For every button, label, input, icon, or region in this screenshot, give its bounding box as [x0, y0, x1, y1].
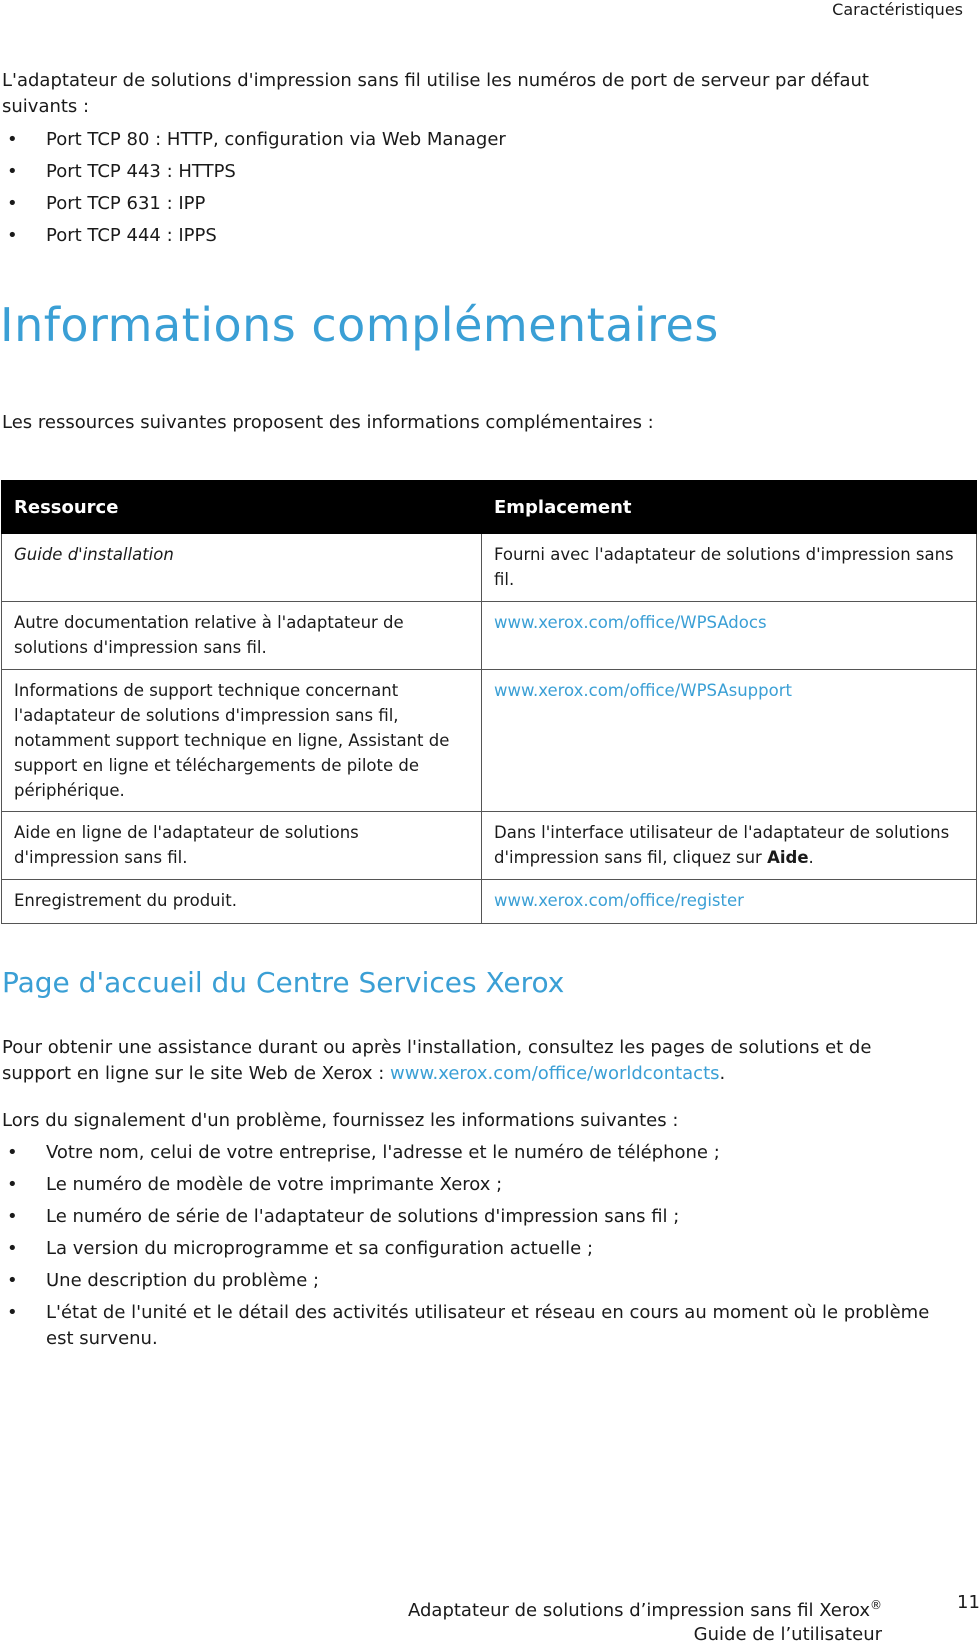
intro-paragraph: L'adaptateur de solutions d'impression sans fil utilise les numéros de port de serveur par défaut suivants : [2, 70, 869, 117]
list-item: • Votre nom, celui de votre entreprise, l'adresse et le numéro de téléphone ; [2, 1140, 962, 1166]
footer-product [408, 1593, 882, 1623]
wpsadocs-link[interactable]: www.xerox.com/office/WPSAdocs [494, 613, 767, 632]
table-row [2, 880, 977, 924]
table-row [2, 670, 977, 812]
location-cell: Fourni avec l'adaptateur de solutions d'impression sans fil. [482, 534, 977, 602]
table-row [2, 812, 977, 880]
report-list [2, 1140, 962, 1358]
support-paragraph [2, 1035, 932, 1087]
column-header: Emplacement [482, 481, 977, 534]
list-item: • Le numéro de modèle de votre imprimante Xerox ; [2, 1172, 962, 1198]
location-text: Dans l'interface utilisateur de l'adaptateur de solutions d'impression sans fil, cliquez sur [494, 823, 950, 867]
footer [408, 1593, 882, 1647]
resource-cell: Guide d'installation [2, 534, 482, 602]
report-paragraph: Lors du signalement d'un problème, fournissez les informations suivantes : [2, 1110, 679, 1131]
location-cell [482, 670, 977, 812]
list-item: • Le numéro de série de l'adaptateur de solutions d'impression sans fil ; [2, 1204, 962, 1230]
location-cell [482, 880, 977, 924]
resource-cell: Autre documentation relative à l'adaptateur de solutions d'impression sans fil. [2, 602, 482, 670]
table-header-row [2, 481, 977, 534]
resource-cell: Aide en ligne de l'adaptateur de solutions d'impression sans fil. [2, 812, 482, 880]
location-cell [482, 602, 977, 670]
trademark-symbol: ® [870, 1598, 882, 1612]
footer-guide: Guide de l’utilisateur [693, 1624, 882, 1645]
register-link[interactable]: www.xerox.com/office/register [494, 891, 744, 910]
table-row [2, 534, 977, 602]
list-item: • L'état de l'unité et le détail des activités utilisateur et réseau en cours au moment où le problème est survenu. [2, 1300, 962, 1352]
list-item: • La version du microprogramme et sa configuration actuelle ; [2, 1236, 962, 1262]
column-header: Ressource [2, 481, 482, 534]
list-item: • Port TCP 444 : IPPS [2, 223, 962, 249]
list-item: • Une description du problème ; [2, 1268, 962, 1294]
resource-cell: Enregistrement du produit. [2, 880, 482, 924]
resources-table [1, 480, 977, 924]
aide-label: Aide [767, 848, 809, 867]
paragraph-text: Pour obtenir une assistance durant ou après l'installation, consultez les pages de solutions et de support en ligne sur le site Web de Xerox : [2, 1037, 872, 1084]
section-intro: Les ressources suivantes proposent des informations complémentaires : [2, 412, 654, 433]
worldcontacts-link[interactable]: www.xerox.com/office/worldcontacts [390, 1063, 720, 1084]
list-item: • Port TCP 443 : HTTPS [2, 159, 962, 185]
location-cell [482, 812, 977, 880]
section-title: Informations complémentaires [0, 298, 719, 352]
port-list [2, 127, 962, 255]
location-text: . [808, 848, 814, 867]
page-number: 11 [957, 1592, 980, 1613]
footer-product-text: Adaptateur de solutions d’impression sans fil Xerox [407, 1600, 870, 1621]
list-item: • Port TCP 631 : IPP [2, 191, 962, 217]
resource-cell: Informations de support technique concernant l'adaptateur de solutions d'impression sans fil, notamment support technique en ligne, Assistant de support en ligne et téléchargements de pilote de périphérique. [2, 670, 482, 812]
wpsasupport-link[interactable]: www.xerox.com/office/WPSAsupport [494, 681, 792, 700]
list-item: • Port TCP 80 : HTTP, configuration via Web Manager [2, 127, 962, 153]
subsection-title: Page d'accueil du Centre Services Xerox [2, 966, 565, 999]
running-header: Caractéristiques [832, 0, 963, 19]
paragraph-text: . [719, 1063, 726, 1084]
table-row [2, 602, 977, 670]
